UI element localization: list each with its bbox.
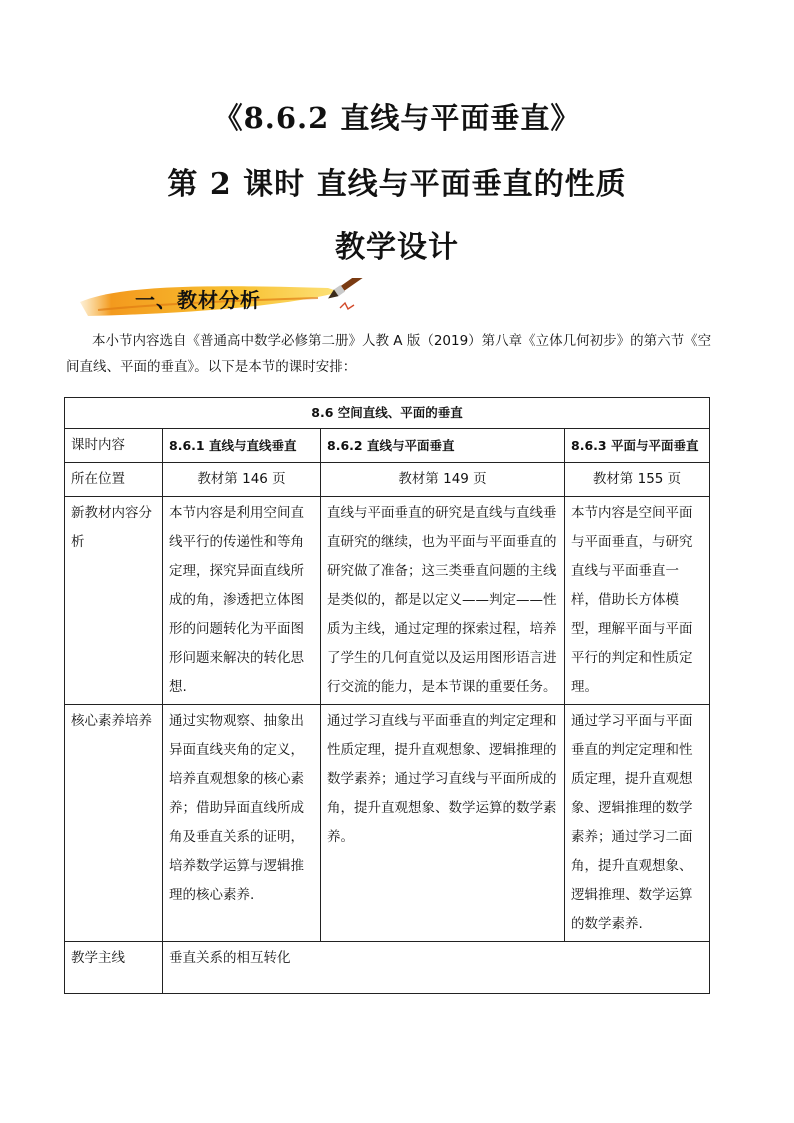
table-row bbox=[65, 705, 710, 942]
cell: 8.6.3 平面与平面垂直 bbox=[565, 429, 710, 463]
table-row bbox=[65, 942, 710, 994]
cell: 教材第 146 页 bbox=[163, 463, 321, 497]
cell: 本节内容是空间平面与平面垂直，与研究直线与平面垂直一样，借助长方体模型，理解平面与平面平行的判定和性质定理。 bbox=[565, 497, 710, 705]
title-line-2: 第 2 课时 直线与平面垂直的性质 bbox=[167, 167, 627, 202]
table-header-row bbox=[65, 398, 710, 429]
row-label: 所在位置 bbox=[65, 463, 163, 497]
cell: 8.6.1 直线与直线垂直 bbox=[163, 429, 321, 463]
row-label: 核心素养培养 bbox=[65, 705, 163, 942]
cell: 垂直关系的相互转化 bbox=[163, 942, 710, 994]
cell: 通过实物观察、抽象出异面直线夹角的定义，培养直观想象的核心素养；借助异面直线所成角及垂直关系的证明，培养数学运算与逻辑推理的核心素养. bbox=[163, 705, 321, 942]
table-row bbox=[65, 463, 710, 497]
cell: 教材第 155 页 bbox=[565, 463, 710, 497]
cell: 本节内容是利用空间直线平行的传递性和等角定理，探究异面直线所成的角，渗透把立体图形的问题转化为平面图形问题来解决的转化思想. bbox=[163, 497, 321, 705]
table-row bbox=[65, 497, 710, 705]
intro-paragraph: 本小节内容选自《普通高中数学必修第二册》人教 A 版（2019）第八章《立体几何初步》的第六节《空间直线、平面的垂直》。以下是本节的课时安排： bbox=[66, 333, 712, 375]
cell: 通过学习直线与平面垂直的判定定理和性质定理，提升直观想象、逻辑推理的数学素养；通过学习直线与平面所成的角，提升直观想象、数学运算的数学素养。 bbox=[321, 705, 565, 942]
title-line-3: 教学设计 bbox=[335, 230, 459, 265]
row-label: 新教材内容分析 bbox=[65, 497, 163, 705]
cell: 8.6.2 直线与平面垂直 bbox=[321, 429, 565, 463]
table-row bbox=[65, 429, 710, 463]
row-label: 课时内容 bbox=[65, 429, 163, 463]
cell: 直线与平面垂直的研究是直线与直线垂直研究的继续，也为平面与平面垂直的研究做了准备；这三类垂直问题的主线是类似的，都是以定义——判定——性质为主线，通过定理的探索过程，培养了学生的几何直觉以及运用图形语言进行交流的能力，是本节课的重要任务。 bbox=[321, 497, 565, 705]
row-label: 教学主线 bbox=[65, 942, 163, 994]
section-heading: 一、教材分析 bbox=[135, 288, 261, 312]
title-line-1: 《8.6.2 直线与平面垂直》 bbox=[213, 101, 581, 135]
lesson-schedule-table bbox=[64, 397, 710, 994]
table-header: 8.6 空间直线、平面的垂直 bbox=[65, 398, 710, 429]
cell: 教材第 149 页 bbox=[321, 463, 565, 497]
cell: 通过学习平面与平面垂直的判定定理和性质定理，提升直观想象、逻辑推理的数学素养；通过学习二面角，提升直观想象、逻辑推理、数学运算的数学素养. bbox=[565, 705, 710, 942]
